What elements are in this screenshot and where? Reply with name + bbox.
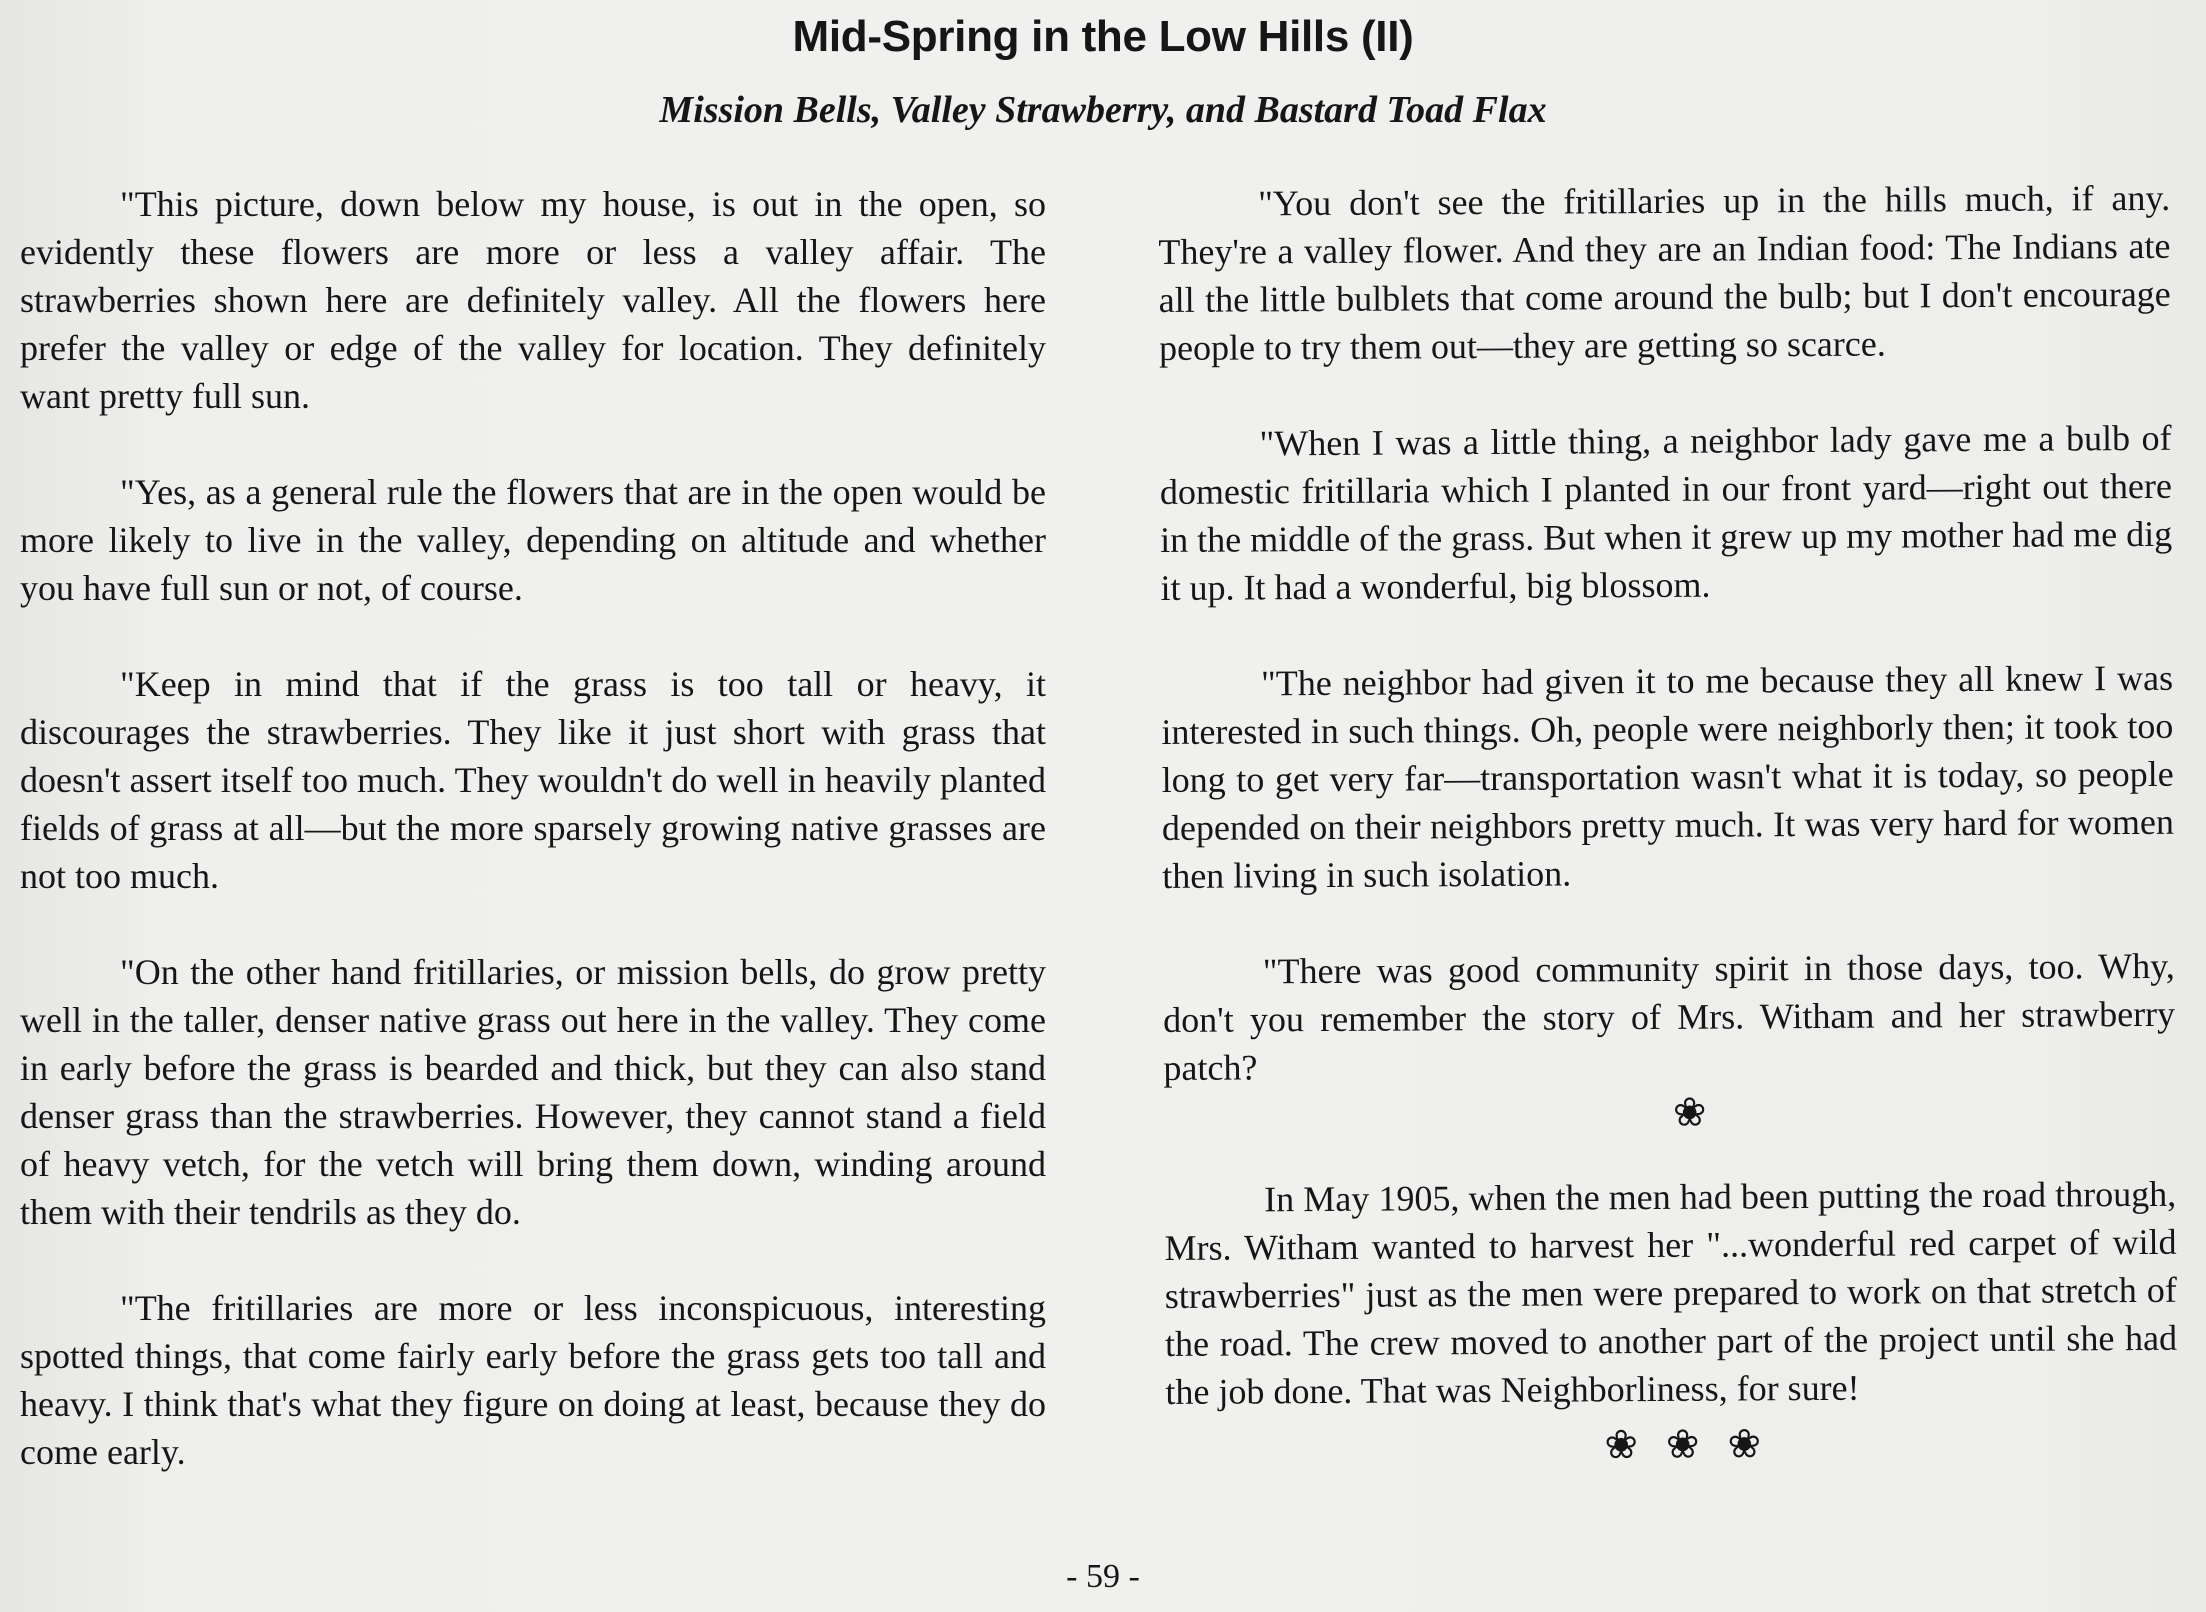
paragraph: "On the other hand fritillaries, or mission bells, do grow pretty well in the taller, denser native grass out here in the valley. They come in early before the grass is bearded and thick, but they can also stand denser grass than the strawberries. However, they cannot stand a field of heavy vetch, for the vetch will bring them down, winding around them with their tendrils as they do. <box>20 952 1046 1232</box>
page-title: Mid-Spring in the Low Hills (II) <box>792 12 1414 61</box>
paragraph: "The neighbor had given it to me because they all knew I was interested in such things. Oh, people were neighborly then; it took too long to get very far—transportation wasn't what it is today, so people depended on their neighbors pretty much. It was very hard for women then living in such isolation. <box>1161 657 2175 896</box>
closing-paragraph: In May 1905, when the men had been putting the road through, Mrs. Witham wanted to harvest her "...wonderful red carpet of wild strawberries" just as the men were prepared to work on that stretch of the road. The crew moved to another part of the project until she had the job done. That was Neighborliness, for sure! <box>1164 1173 2178 1412</box>
page-number: - 59 - <box>1066 1558 1140 1595</box>
right-column <box>1158 174 2178 1472</box>
paragraph: "Keep in mind that if the grass is too tall or heavy, it discourages the strawberries. They like it just short with grass that doesn't assert itself too much. They wouldn't do well in heavily planted fields of grass at all—but the more sparsely growing native grasses are not too much. <box>20 664 1046 896</box>
paragraph: "There was good community spirit in those days, too. Why, don't you remember the story of Mrs. Witham and her strawberry patch? <box>1163 945 2176 1088</box>
flower-icon: ❀ <box>1672 1089 1707 1136</box>
paragraph: "Yes, as a general rule the flowers that are in the open would be more likely to live in the valley, depending on altitude and whether you have full sun or not, of course. <box>20 472 1046 608</box>
paragraph: "The fritillaries are more or less inconspicuous, interesting spotted things, that come fairly early before the grass gets too tall and heavy. I think that's what they figure on doing at least, because they do come early. <box>20 1288 1046 1472</box>
page-subtitle: Mission Bells, Valley Strawberry, and Bastard Toad Flax <box>659 89 1547 131</box>
paragraph: "This picture, down below my house, is out in the open, so evidently these flowers are more or less a valley affair. The strawberries shown here are definitely valley. All the flowers here prefer the valley or edge of the valley for location. They definitely want pretty full sun. <box>20 184 1046 416</box>
left-column <box>20 180 1046 1476</box>
paragraph: "When I was a little thing, a neighbor lady gave me a bulb of domestic fritillaria which I planted in our front yard—right out there in the middle of the grass. But when it grew up my mother had me dig it up. It had a wonderful, big blossom. <box>1159 417 2173 608</box>
paragraph: "You don't see the fritillaries up in the hills much, if any. They're a valley flower. And they are an Indian food: The Indians ate all the little bulblets that come around the bulb; but I don't encourage people to try them out—they are getting so scarce. <box>1158 177 2171 368</box>
flower-icon: ❀❀❀ <box>1604 1421 1790 1469</box>
end-ornament <box>1166 1418 2178 1472</box>
section-divider <box>1164 1086 2176 1140</box>
